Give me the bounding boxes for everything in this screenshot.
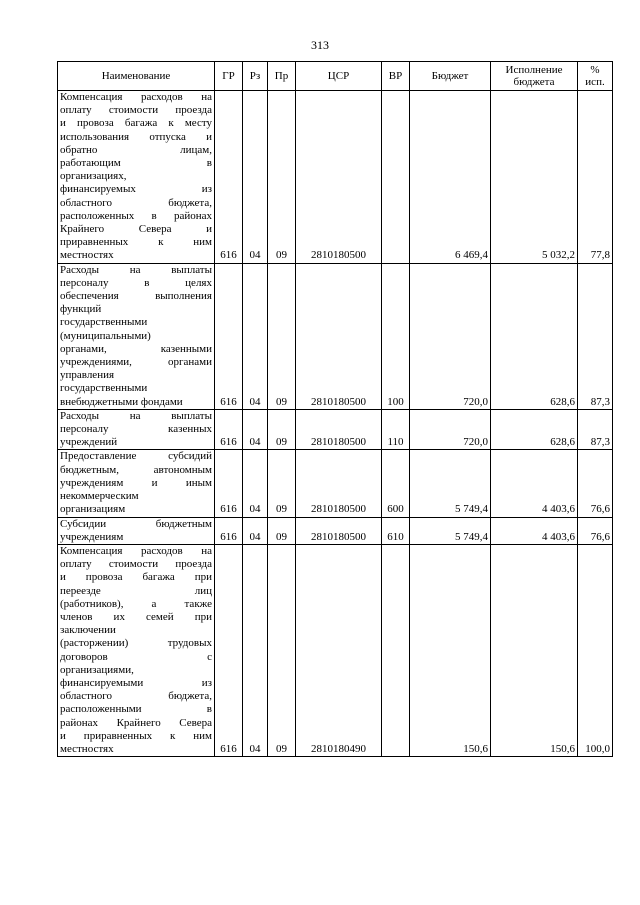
header-name: Наименование (58, 62, 215, 91)
cell-csr: 2810180500 (296, 450, 382, 517)
row-name-line: переезде лиц (60, 584, 212, 597)
cell-vr: 110 (382, 409, 410, 450)
row-name-line: внебюджетными фондами (60, 395, 183, 408)
row-name-line: расположенных в районах (60, 209, 212, 222)
cell-csr: 2810180500 (296, 517, 382, 544)
cell-csr: 2810180500 (296, 91, 382, 264)
row-name-line: использования отпуска и (60, 130, 212, 143)
row-name-line: (расторжении) трудовых (60, 637, 212, 650)
header-percent-line1: % (590, 64, 600, 76)
cell-pr: 09 (268, 91, 296, 264)
cell-vr: 100 (382, 263, 410, 409)
row-name-line: Крайнего Севера и (60, 223, 212, 236)
cell-gr: 616 (215, 450, 243, 517)
cell-budget: 6 469,4 (410, 91, 491, 264)
row-name-line: организациям (60, 503, 126, 516)
row-name-line: государственными (60, 316, 148, 329)
cell-vr (382, 544, 410, 756)
header-gr: ГР (215, 62, 243, 91)
cell-csr: 2810180500 (296, 409, 382, 450)
cell-percent: 77,8 (578, 91, 613, 264)
row-name-line: функций (60, 303, 102, 316)
table-row (58, 517, 613, 544)
row-name-line: органами, казенными (60, 342, 212, 355)
row-name-line: оплату стоимости проезда (60, 104, 212, 117)
row-name-line: бюджетным, автономным (60, 463, 212, 476)
cell-execution: 628,6 (491, 263, 578, 409)
header-rz: Рз (243, 62, 268, 91)
table-row (58, 450, 613, 517)
row-name-line: заключении (60, 624, 116, 637)
header-vr: ВР (382, 62, 410, 91)
cell-execution: 4 403,6 (491, 517, 578, 544)
row-name-line: обратно лицам, (60, 143, 212, 156)
cell-execution: 628,6 (491, 409, 578, 450)
row-name-line: финансируемых из (60, 183, 212, 196)
cell-pr: 09 (268, 263, 296, 409)
cell-pr: 09 (268, 517, 296, 544)
row-name-line: районах Крайнего Севера (60, 716, 212, 729)
row-name-line: Расходы на выплаты (60, 263, 212, 276)
cell-vr: 610 (382, 517, 410, 544)
table-header-row (58, 62, 613, 91)
cell-rz: 04 (243, 263, 268, 409)
cell-vr: 600 (382, 450, 410, 517)
row-name-line: государственными (60, 382, 148, 395)
table-row (58, 91, 613, 264)
cell-rz: 04 (243, 450, 268, 517)
row-name-line: областного бюджета, (60, 196, 212, 209)
header-execution (491, 62, 578, 91)
cell-percent: 100,0 (578, 544, 613, 756)
row-name-line: местностях (60, 742, 114, 755)
row-name-line: обеспечения выполнения (60, 290, 212, 303)
table-row (58, 544, 613, 756)
row-name-line: управления (60, 369, 115, 382)
row-name-line: учреждений (60, 436, 118, 449)
cell-budget: 5 749,4 (410, 517, 491, 544)
row-name (58, 409, 215, 450)
row-name-line: и приравненных к ним (60, 729, 212, 742)
table-row (58, 263, 613, 409)
budget-execution-table (57, 61, 613, 757)
row-name-line: персоналу в целях (60, 276, 212, 289)
header-percent-line2: исп. (585, 76, 605, 88)
row-name-line: работающим в (60, 157, 212, 170)
row-name-line: и провоза багажа при (60, 571, 212, 584)
row-name-line: договоров с (60, 650, 212, 663)
row-name (58, 91, 215, 264)
row-name-line: Предоставление субсидий (60, 450, 212, 463)
row-name-line: учреждениям и иным (60, 476, 212, 489)
row-name-line: Расходы на выплаты (60, 409, 212, 422)
cell-execution: 4 403,6 (491, 450, 578, 517)
cell-pr: 09 (268, 544, 296, 756)
cell-csr: 2810180500 (296, 263, 382, 409)
cell-budget: 150,6 (410, 544, 491, 756)
row-name-line: (работников), а также (60, 597, 212, 610)
cell-percent: 87,3 (578, 263, 613, 409)
cell-percent: 87,3 (578, 409, 613, 450)
row-name-line: Компенсация расходов на (60, 544, 212, 557)
row-name-line: приравненных к ним (60, 236, 212, 249)
row-name (58, 544, 215, 756)
cell-pr: 09 (268, 409, 296, 450)
row-name-line: персоналу казенных (60, 423, 212, 436)
cell-rz: 04 (243, 91, 268, 264)
row-name (58, 517, 215, 544)
cell-pr: 09 (268, 450, 296, 517)
cell-budget: 5 749,4 (410, 450, 491, 517)
header-pr: Пр (268, 62, 296, 91)
row-name-line: оплату стоимости проезда (60, 558, 212, 571)
row-name-line: Компенсация расходов на (60, 91, 212, 103)
cell-rz: 04 (243, 409, 268, 450)
header-execution-line2: бюджета (513, 76, 555, 88)
cell-gr: 616 (215, 544, 243, 756)
cell-percent: 76,6 (578, 517, 613, 544)
row-name-line: Субсидии бюджетным (60, 517, 212, 530)
table-row (58, 409, 613, 450)
table-body (58, 91, 613, 757)
header-csr: ЦСР (296, 62, 382, 91)
cell-execution: 150,6 (491, 544, 578, 756)
header-percent (578, 62, 613, 91)
row-name (58, 263, 215, 409)
row-name-line: областного бюджета, (60, 690, 212, 703)
cell-percent: 76,6 (578, 450, 613, 517)
row-name-line: (муниципальными) (60, 329, 151, 342)
row-name-line: расположенными в (60, 703, 212, 716)
cell-rz: 04 (243, 517, 268, 544)
cell-budget: 720,0 (410, 263, 491, 409)
cell-vr (382, 91, 410, 264)
cell-budget: 720,0 (410, 409, 491, 450)
cell-gr: 616 (215, 409, 243, 450)
cell-gr: 616 (215, 263, 243, 409)
row-name-line: организациями, (60, 663, 134, 676)
cell-execution: 5 032,2 (491, 91, 578, 264)
page-number: 313 (311, 38, 329, 52)
row-name-line: учреждениями, органами (60, 356, 212, 369)
row-name-line: местностях (60, 249, 114, 262)
cell-csr: 2810180490 (296, 544, 382, 756)
row-name-line: учреждениям (60, 530, 124, 543)
row-name-line: финансируемыми из (60, 676, 212, 689)
header-execution-line1: Исполнение (505, 64, 563, 76)
row-name-line: некоммерческим (60, 490, 139, 503)
cell-rz: 04 (243, 544, 268, 756)
row-name-line: и провоза багажа к месту (60, 117, 212, 130)
row-name (58, 450, 215, 517)
cell-gr: 616 (215, 517, 243, 544)
row-name-line: организациях, (60, 170, 127, 183)
cell-gr: 616 (215, 91, 243, 264)
row-name-line: членов их семей при (60, 610, 212, 623)
header-budget: Бюджет (410, 62, 491, 91)
